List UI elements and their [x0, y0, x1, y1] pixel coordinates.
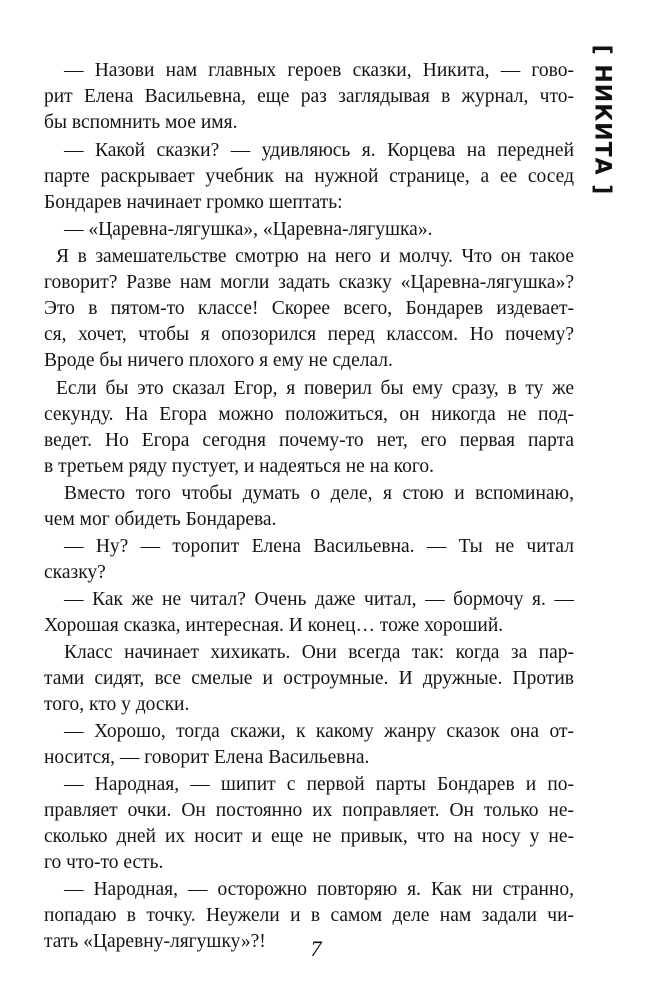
text-line: в третьем ряду пустует, и надеяться не на кого. — [44, 456, 435, 477]
text-line: — Какой сказки? — удивляюсь я. Корцева на передней — [64, 140, 574, 161]
text-line: тать «Царевну-лягушку»?! — [44, 931, 266, 952]
text-line: Если бы это сказал Егор, я поверил бы ему сразу, в ту же — [56, 378, 574, 399]
text-line: — Хорошо, тогда скажи, к какому жанру сказок она от- — [64, 721, 574, 742]
text-line: — Народная, — осторожно повторяю я. Как ни странно, — [64, 879, 574, 900]
chapter-label: [ НИКИТА ] — [589, 44, 615, 196]
text-line: Вроде бы ничего плохого я ему не сделал. — [44, 350, 393, 371]
text-line: правляет очки. Он постоянно их поправляет. Он только не- — [44, 800, 574, 821]
text-line: сколько дней их носит и еще не привык, что на носу у не- — [44, 826, 574, 847]
text-line: попадаю в точку. Неужели и в самом деле нам задали чи- — [44, 905, 574, 926]
text-line: ся, хочет, чтобы я опозорился перед классом. Но почему? — [44, 324, 574, 345]
text-line: — Как же не читал? Очень даже читал, — бормочу я. — — [64, 589, 574, 610]
text-line: чем мог обидеть Бондарева. — [44, 509, 277, 530]
text-line: сказку? — [44, 562, 106, 583]
text-line: Класс начинает хихикать. Они всегда так: когда за пар- — [64, 642, 574, 663]
text-line: рит Елена Васильевна, еще раз заглядывая в журнал, что- — [44, 86, 574, 107]
page-number: 7 — [310, 936, 322, 961]
text-line: го что-то есть. — [44, 852, 164, 873]
text-line: Вместо того чтобы думать о деле, я стою и вспоминаю, — [64, 483, 574, 504]
text-line: — «Царевна-лягушка», «Царевна-лягушка». — [64, 219, 433, 240]
text-line: того, кто у доски. — [44, 694, 190, 715]
text-line: секунду. На Егора можно положиться, он никогда не под- — [44, 404, 574, 425]
text-line: Я в замешательстве смотрю на него и молчу. Что он такое — [56, 246, 574, 267]
text-line: Хорошая сказка, интересная. И конец… тоже хороший. — [44, 615, 504, 636]
text-line: Бондарев начинает громко шептать: — [44, 192, 343, 213]
text-line: носится, — говорит Елена Васильевна. — [44, 747, 370, 768]
text-line: ведет. Но Егора сегодня почему-то нет, его первая парта — [44, 430, 574, 451]
text-line: — Назови нам главных героев сказки, Никита, — гово- — [64, 60, 574, 81]
chapter-tab — [578, 44, 626, 196]
text-line: — Ну? — торопит Елена Васильевна. — Ты не читал — [64, 536, 574, 557]
text-line: парте раскрывает учебник на нужной странице, а ее сосед — [44, 166, 574, 187]
text-line: Это в пятом-то классе! Скорее всего, Бондарев издевает- — [44, 298, 574, 319]
text-line: — Народная, — шипит с первой парты Бондарев и по- — [64, 774, 574, 795]
text-line: тами сидят, все смелые и остроумные. И дружные. Против — [44, 668, 574, 689]
text-line: бы вспомнить мое имя. — [44, 112, 238, 133]
text-line: говорит? Разве нам могли задать сказку «Царевна-лягушка»? — [44, 272, 574, 293]
